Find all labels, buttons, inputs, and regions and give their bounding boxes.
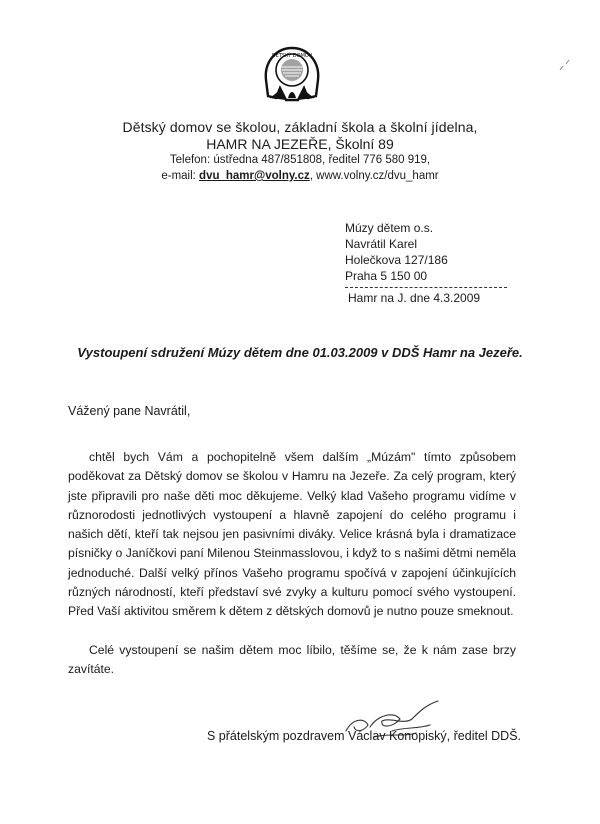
recipient-name: Navrátil Karel: [345, 237, 418, 251]
letter-subject: Vystoupení sdružení Múzy dětem dne 01.03.2009 v DDŠ Hamr na Jezeře.: [77, 345, 523, 360]
closing-signature: S přátelským pozdravem Václav Konopiský, ředitel DDŠ.: [207, 729, 522, 743]
school-phone: Telefon: ústředna 487/851808, ředitel 776 580 919,: [169, 154, 431, 166]
paragraph-1-text: chtěl bych Vám a pochopitelně všem dalším „Múzám" tímto způsobem poděkovat za Dětský domov se školou v Hamru na Jezeře. Za celý program, který jste připravili pro naše děti moc děkujeme. Velký klad Vašeho programu vidíme v různorodosti jednotlivých vystoupení a hlavně zapojení do celého programu i našich dětí, kteří tak nejsou jen pasivními diváky. Velice krásná byla i dramatizace písničky o Janíčkovi paní Milenou Steinmasslovou, i když to s našimi dětmi neměla jednoduché. Další velký přínos Vašeho programu spočívá v zapojení účinkujících různých národností, kteří představí své zvyky a kulturu pomocí svého vystoupení. Před Vaší aktivitou směrem k dětem z dětských domovů je nutno pouze smeknout.: [68, 450, 516, 619]
divider: [345, 287, 507, 288]
recipient-city: Praha 5 150 00: [345, 269, 428, 283]
letter-date: Hamr na J. dne 4.3.2009: [348, 291, 481, 305]
paragraph-2-text: Celé vystoupení se našim dětem moc líbilo, těšíme se, že k nám zase brzy zavítáte.: [68, 643, 516, 677]
recipient-organization: Múzy dětem o.s.: [345, 221, 434, 235]
school-address: HAMR NA JEZEŘE, Školní 89: [206, 136, 394, 152]
school-name: Dětský domov se školou, základní škola a školní jídelna,: [122, 119, 478, 135]
email-prefix: e-mail:: [161, 170, 200, 182]
scan-speck: [558, 58, 572, 72]
website-text: , www.volny.cz/dvu_hamr: [309, 170, 439, 182]
body-paragraph-2: [68, 641, 516, 680]
svg-text:DĚTSKÝ DOMOV: DĚTSKÝ DOMOV: [271, 53, 313, 59]
school-logo: [258, 40, 326, 108]
school-contact: [0, 170, 600, 182]
salutation: Vážený pane Navrátil,: [68, 404, 191, 418]
recipient-street: Holečkova 127/186: [345, 253, 448, 267]
body-paragraph-1: [68, 448, 516, 622]
email-link[interactable]: dvu_hamr@volny.cz: [199, 170, 310, 182]
